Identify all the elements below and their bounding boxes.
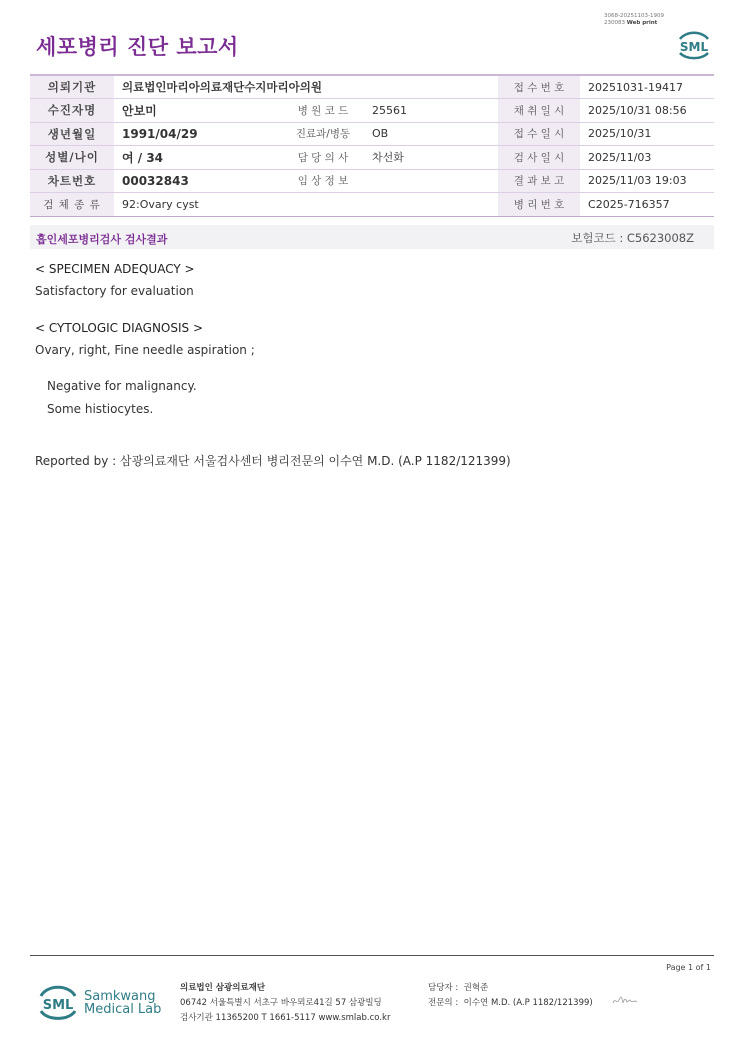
brand-line: Medical Lab bbox=[84, 1002, 162, 1017]
staff-name: 권혁준 bbox=[463, 983, 489, 993]
cytologic-diagnosis-heading: < CYTOLOGIC DIAGNOSIS > bbox=[35, 321, 204, 335]
section-title: 흡인세포병리검사 검사결과 bbox=[36, 233, 168, 246]
specialist-name: 이수연 M.D. (A.P 1182/121399) bbox=[463, 998, 593, 1008]
label-specimen-type: 검 체 종 류 bbox=[30, 193, 114, 217]
print-mode: Web print bbox=[626, 19, 658, 26]
label-pathology-number: 병 리 번 호 bbox=[498, 193, 580, 217]
specimen-type: 92:Ovary cyst bbox=[114, 193, 498, 217]
sml-logo-icon bbox=[36, 980, 80, 1024]
print-meta bbox=[604, 13, 664, 26]
brand-line: Samkwang bbox=[84, 989, 156, 1004]
signature-image bbox=[612, 995, 638, 1007]
requesting-institution: 의료법인마리아의료재단수지마리아의원 bbox=[114, 75, 498, 99]
specialist-label: 전문의 : bbox=[428, 998, 459, 1008]
label-attending-physician: 담 당 의 사 bbox=[282, 146, 364, 170]
label-birth-date: 생년월일 bbox=[30, 122, 114, 146]
specimen-adequacy-text: Satisfactory for evaluation bbox=[35, 284, 194, 298]
reported-by: Reported by : 삼광의료재단 서울검사센터 병리전문의 이수연 M.D. (A.P 1182/121399) bbox=[35, 454, 511, 468]
info-row bbox=[30, 99, 714, 123]
label-test-date: 검 사 일 시 bbox=[498, 146, 580, 170]
diagnosis-site: Ovary, right, Fine needle aspiration ; bbox=[35, 343, 255, 357]
label-receipt-date: 접 수 일 시 bbox=[498, 122, 580, 146]
patient-name: 안보미 bbox=[114, 99, 282, 123]
print-id: 3068-20251103-1909 bbox=[604, 13, 664, 19]
sml-logo-icon bbox=[674, 27, 714, 63]
brand-name bbox=[84, 990, 161, 1016]
finding-line: Negative for malignancy. bbox=[47, 379, 197, 393]
label-hospital-code: 병 원 코 드 bbox=[282, 99, 364, 123]
label-patient-name: 수진자명 bbox=[30, 99, 114, 123]
label-requesting-institution: 의뢰기관 bbox=[30, 75, 114, 99]
attending-physician: 차선화 bbox=[364, 146, 498, 170]
staff-label: 담당자 : bbox=[428, 983, 459, 993]
birth-date: 1991/04/29 bbox=[114, 122, 282, 146]
label-department: 진료과/병동 bbox=[282, 122, 364, 146]
organization-name: 의료법인 삼광의료재단 bbox=[180, 983, 266, 993]
info-row bbox=[30, 146, 714, 170]
page-number: Page 1 of 1 bbox=[666, 963, 711, 972]
department: OB bbox=[364, 122, 498, 146]
info-row bbox=[30, 75, 714, 99]
info-row bbox=[30, 122, 714, 146]
label-sex-age: 성별/나이 bbox=[30, 146, 114, 170]
logo-text: SML bbox=[42, 998, 74, 1013]
label-chart-number: 차트번호 bbox=[30, 169, 114, 193]
info-row bbox=[30, 169, 714, 193]
organization-info bbox=[180, 981, 390, 1026]
receipt-date: 2025/10/31 bbox=[580, 122, 714, 146]
logo-text: SML bbox=[679, 40, 709, 54]
chart-number: 00032843 bbox=[114, 169, 282, 193]
label-collection-datetime: 채 취 일 시 bbox=[498, 99, 580, 123]
organization-contact: 검사기관 11365200 T 1661-5117 www.smlab.co.kr bbox=[180, 1013, 391, 1023]
info-row bbox=[30, 193, 714, 217]
label-result-report: 결 과 보 고 bbox=[498, 169, 580, 193]
test-date: 2025/11/03 bbox=[580, 146, 714, 170]
patient-info-table bbox=[30, 74, 714, 217]
insurance-code: 보험코드 : C5623008Z bbox=[571, 231, 694, 245]
label-clinical-info: 임 상 정 보 bbox=[282, 169, 364, 193]
footer-divider bbox=[30, 955, 714, 956]
print-code: 230083 bbox=[604, 19, 625, 26]
result-report-datetime: 2025/11/03 19:03 bbox=[580, 169, 714, 193]
organization-address: 06742 서울특별시 서초구 바우뫼로41길 57 삼광빌딩 bbox=[180, 998, 382, 1008]
hospital-code: 25561 bbox=[364, 99, 498, 123]
accession-number: 20251031-19417 bbox=[580, 75, 714, 99]
result-section-bar bbox=[30, 225, 714, 249]
pathology-number: C2025-716357 bbox=[580, 193, 714, 217]
collection-datetime: 2025/10/31 08:56 bbox=[580, 99, 714, 123]
finding-line: Some histiocytes. bbox=[47, 402, 154, 416]
page-title: 세포병리 진단 보고서 bbox=[36, 35, 239, 59]
specimen-adequacy-heading: < SPECIMEN ADEQUACY > bbox=[35, 262, 195, 276]
sex-age: 여 / 34 bbox=[114, 146, 282, 170]
clinical-info bbox=[364, 169, 498, 193]
label-accession-number: 접 수 번 호 bbox=[498, 75, 580, 99]
staff-info bbox=[428, 981, 593, 1011]
